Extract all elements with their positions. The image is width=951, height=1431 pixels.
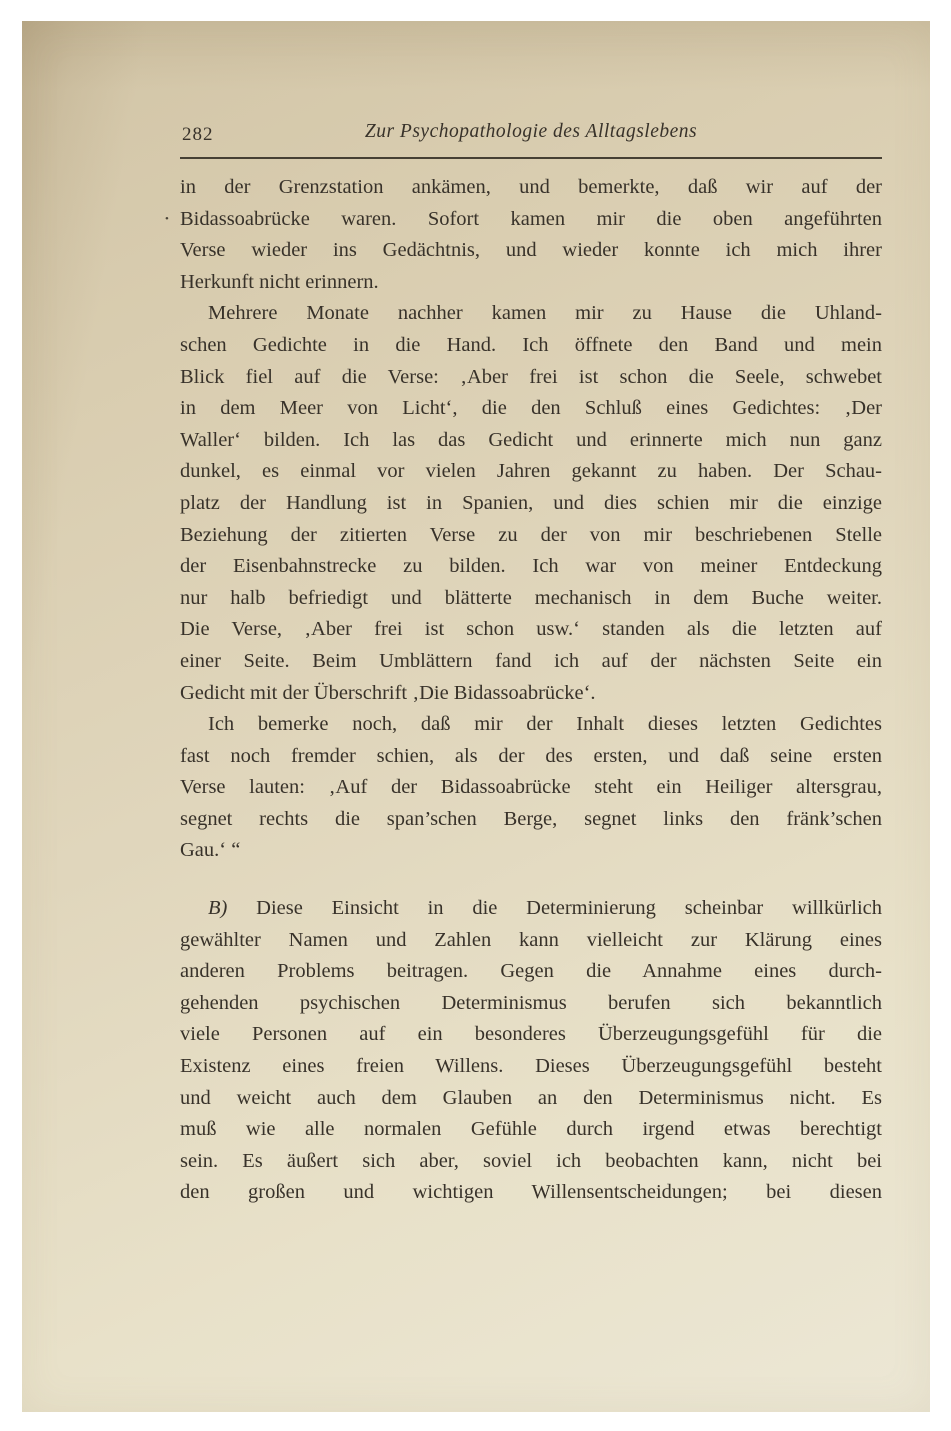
text-line-content: Diese Einsicht in die Determinierung scheinbar willkürlich — [256, 897, 882, 920]
text-line: gewählter Namen und Zahlen kann vielleicht zur Klärung eines — [180, 928, 882, 951]
text-line: nur halb befriedigt und blätterte mechanisch in dem Buche weiter. — [180, 586, 882, 609]
text-line: platz der Handlung ist in Spanien, und dies schien mir die einzige — [180, 491, 882, 514]
text-line: fast noch fremder schien, als der des ersten, und daß seine ersten — [180, 744, 882, 767]
text-line: Waller‘ bilden. Ich las das Gedicht und erinnerte mich nun ganz — [180, 428, 882, 451]
text-line: in dem Meer von Licht‘, die den Schluß eines Gedichtes: ‚Der — [180, 397, 882, 420]
paragraph-bemerkung — [180, 709, 882, 867]
running-title: Zur Psychopathologie des Alltagslebens — [364, 121, 698, 142]
text-line: anderen Problems beitragen. Gegen die Annahme eines durch- — [180, 960, 882, 983]
text-line: Beziehung der zitierten Verse zu der von mir beschriebenen Stelle — [180, 523, 882, 546]
text-block — [165, 121, 882, 1209]
text-line: Mehrere Monate nachher kamen mir zu Hause die Uhland- — [208, 302, 882, 325]
text-line: muß wie alle normalen Gefühle durch irgend etwas berechtigt — [180, 1118, 882, 1141]
text-line: Verse wieder ins Gedächtnis, und wieder konnte ich mich ihrer — [180, 239, 882, 262]
text-line: Die Verse, ‚Aber frei ist schon usw.‘ standen als die letzten auf — [180, 618, 882, 641]
margin-mark: • — [165, 212, 169, 225]
text-line — [180, 893, 882, 925]
paragraph-uhland — [180, 298, 882, 709]
text-line: Verse lauten: ‚Auf der Bidassoabrücke steht ein Heiliger altersgrau, — [180, 776, 882, 799]
text-line: schen Gedichte in die Hand. Ich öffnete den Band und mein — [180, 333, 882, 356]
text-line: Gau.‘ “ — [180, 839, 241, 862]
text-line: in der Grenzstation ankämen, und bemerkte, daß wir auf der — [180, 176, 882, 198]
page-number: 282 — [182, 124, 214, 145]
body-text — [165, 172, 882, 1209]
text-line: segnet rechts die span’schen Berge, segnet links den fränk’schen — [180, 807, 882, 830]
text-line: Blick fiel auf die Verse: ‚Aber frei ist schon die Seele, schwebet — [180, 365, 882, 388]
text-line: viele Personen auf ein besonderes Überzeugungsgefühl für die — [180, 1023, 882, 1046]
scanned-page — [22, 21, 930, 1412]
text-line: Existenz eines freien Willens. Dieses Überzeugungsgefühl besteht — [180, 1055, 882, 1078]
text-line: gehenden psychischen Determinismus berufen sich bekanntlich — [180, 991, 882, 1014]
text-line: dunkel, es einmal vor vielen Jahren gekannt zu haben. Der Schau- — [180, 460, 882, 483]
paragraph-continuation — [165, 172, 882, 298]
text-line: Ich bemerke noch, daß mir der Inhalt dieses letzten Gedichtes — [208, 713, 882, 736]
text-line: einer Seite. Beim Umblättern fand ich auf der nächsten Seite ein — [180, 649, 882, 672]
paragraph-b-determinierung — [180, 893, 882, 1209]
text-line: und weicht auch dem Glauben an den Determinismus nicht. Es — [180, 1086, 882, 1109]
text-line: Gedicht mit der Überschrift ‚Die Bidassoabrücke‘. — [180, 681, 596, 704]
text-line: den großen und wichtigen Willensentscheidungen; bei diesen — [180, 1181, 882, 1204]
text-line-content: Bidassoabrücke waren. Sofort kamen mir die oben angeführten — [180, 207, 882, 230]
header-rule — [180, 157, 882, 159]
text-line: der Eisenbahnstrecke zu bilden. Ich war von meiner Entdeckung — [180, 555, 882, 578]
section-label: B) — [208, 897, 228, 920]
text-line — [165, 204, 882, 236]
text-line: sein. Es äußert sich aber, soviel ich beobachten kann, nicht bei — [180, 1149, 882, 1172]
text-line: Herkunft nicht erinnern. — [180, 270, 379, 293]
page-header — [180, 121, 882, 151]
